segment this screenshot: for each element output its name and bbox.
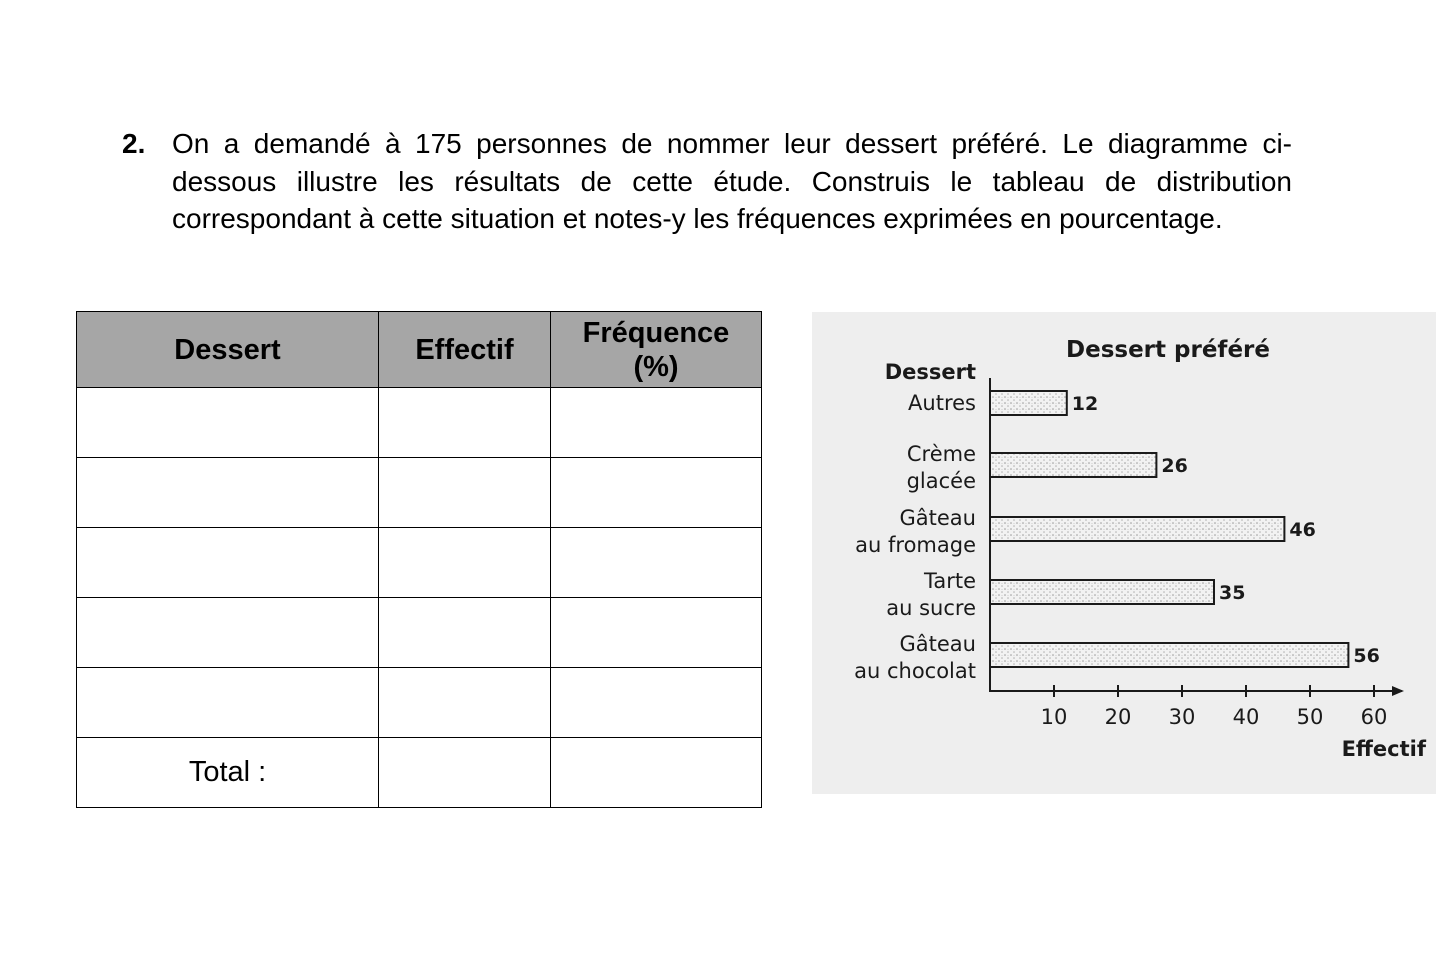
chart-data-label: 12 <box>1071 393 1099 415</box>
cell-dessert[interactable] <box>77 458 379 528</box>
chart-category-label: Gâteau <box>899 506 976 530</box>
chart-bar <box>990 643 1348 667</box>
chart-title: Dessert préféré <box>1066 337 1270 363</box>
total-frequence-cell[interactable] <box>551 738 762 808</box>
cell-frequence[interactable] <box>551 458 762 528</box>
chart-data-label: 56 <box>1353 645 1380 667</box>
chart-data-label: 46 <box>1289 519 1316 541</box>
cell-effectif[interactable] <box>379 668 551 738</box>
chart-bar <box>990 453 1156 477</box>
chart-category-label: au chocolat <box>854 659 976 683</box>
chart-category-label: Autres <box>908 391 976 415</box>
table-row <box>77 528 762 598</box>
cell-frequence[interactable] <box>551 528 762 598</box>
chart-x-tick-label: 60 <box>1360 705 1388 729</box>
dessert-bar-chart <box>812 312 1436 794</box>
chart-bar <box>990 391 1067 415</box>
table-header-row <box>77 312 762 388</box>
chart-category-label: glacée <box>906 469 976 493</box>
chart-data-label: 35 <box>1219 582 1246 604</box>
chart-category-label: Tarte <box>923 569 976 593</box>
total-label: Total : <box>77 738 379 808</box>
cell-effectif[interactable] <box>379 458 551 528</box>
cell-dessert[interactable] <box>77 388 379 458</box>
cell-dessert[interactable] <box>77 598 379 668</box>
chart-data-label: 26 <box>1161 455 1188 477</box>
chart-x-axis-label: Effectif <box>1341 737 1426 761</box>
question-text: On a demandé à 175 personnes de nommer leur dessert préféré. Le diagramme ci-dessous illustre les résultats de cette étude. Construis le tableau de distribution correspondant à cette situation et notes-y les fréquences exprimées en pourcentage. <box>172 128 1292 234</box>
cell-effectif[interactable] <box>379 388 551 458</box>
chart-x-tick-label: 10 <box>1040 705 1068 729</box>
cell-frequence[interactable] <box>551 668 762 738</box>
chart-bar <box>990 517 1284 541</box>
cell-frequence[interactable] <box>551 598 762 668</box>
header-frequence <box>551 312 762 388</box>
cell-dessert[interactable] <box>77 528 379 598</box>
chart-category-label: au sucre <box>886 596 976 620</box>
total-effectif-cell[interactable] <box>379 738 551 808</box>
chart-x-tick-label: 30 <box>1168 705 1196 729</box>
cell-effectif[interactable] <box>379 598 551 668</box>
table-row <box>77 598 762 668</box>
chart-category-label: Gâteau <box>899 632 976 656</box>
chart-x-tick-label: 50 <box>1296 705 1324 729</box>
table-row <box>77 388 762 458</box>
cell-dessert[interactable] <box>77 668 379 738</box>
question-number: 2. <box>122 128 146 159</box>
chart-svg <box>812 312 1436 794</box>
chart-bar <box>990 580 1214 604</box>
table-row <box>77 668 762 738</box>
cell-frequence[interactable] <box>551 388 762 458</box>
header-effectif: Effectif <box>379 312 551 388</box>
distribution-table <box>76 311 762 808</box>
total-row <box>77 738 762 808</box>
header-frequence-line1: Fréquence <box>582 316 730 349</box>
cell-effectif[interactable] <box>379 528 551 598</box>
header-dessert: Dessert <box>77 312 379 388</box>
chart-x-tick-label: 20 <box>1104 705 1132 729</box>
chart-category-label: Crème <box>906 442 976 466</box>
table-row <box>77 458 762 528</box>
chart-category-label: au fromage <box>855 533 976 557</box>
header-frequence-line2: (%) <box>633 350 679 383</box>
chart-y-axis-label: Dessert <box>884 360 976 384</box>
chart-x-tick-label: 40 <box>1232 705 1260 729</box>
